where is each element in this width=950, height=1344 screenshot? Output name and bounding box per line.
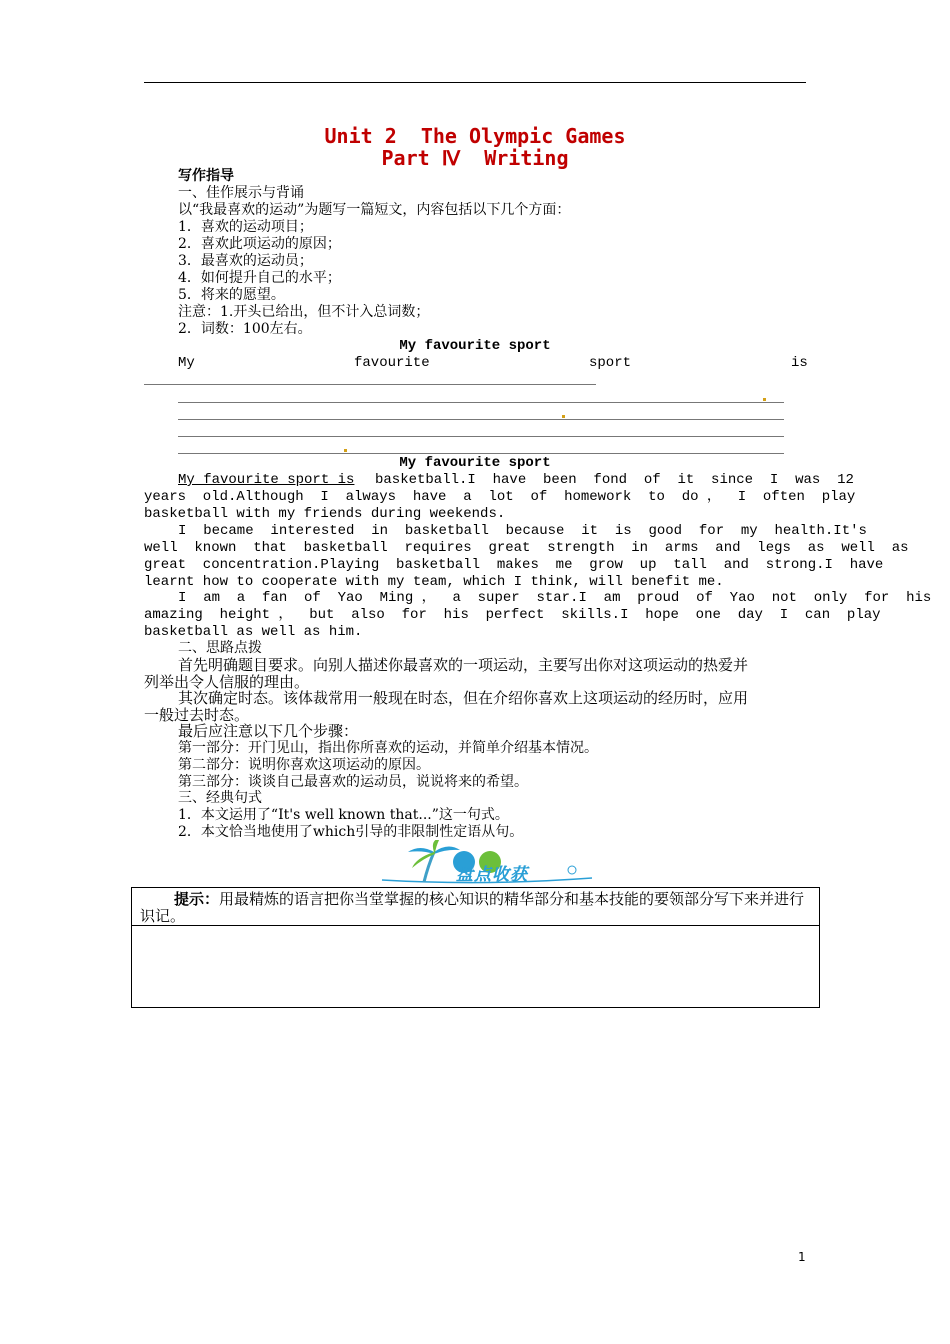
essay-p2-line3: great concentration.Playing basketball makes me grow up tall and strong.I have [144,557,884,573]
sentence-pattern-2: 2．本文恰当地使用了which引导的非限制性定语从句。 [178,824,524,840]
prompt-point-3: 3．最喜欢的运动员； [178,253,313,269]
note-2: 2．词数：100左右。 [178,321,312,337]
section-2-heading: 二、思路点拨 [178,640,262,656]
template-word-favourite: favourite [354,355,430,371]
essay-p3-line1: I am a fan of Yao Ming ， a super star.I am proud of Yao not only for his [178,590,932,606]
marker-dot [562,415,565,418]
essay-p2-line1: I became interested in basketball because it is good for my health.It's [178,523,867,539]
guide-heading: 写作指导 [178,168,234,184]
blank-line-2 [178,402,784,403]
prompt-point-4: 4．如何提升自己的水平； [178,270,341,286]
template-word-my: My [178,355,195,371]
page-number: 1 [798,1250,806,1264]
title-part: Part Ⅳ Writing [381,146,569,170]
template-title: My favourite sport [399,338,551,354]
essay-p1-line2: years old.Although I always have a lot of homework to do ， I often play [144,489,856,505]
analysis-1-line1: 首先明确题目要求。向别人描述你最喜欢的一项运动，主要写出你对这项运动的热爱并 [178,656,749,674]
prompt-point-1: 1．喜欢的运动项目； [178,219,313,235]
tip-label: 提示： [174,890,220,908]
marker-dot [763,398,766,401]
template-word-sport: sport [589,355,632,371]
essay-p1-line3: basketball with my friends during weekends. [144,506,506,522]
prompt-point-5: 5．将来的愿望。 [178,287,285,303]
prompt-point-2: 2．喜欢此项运动的原因； [178,236,341,252]
analysis-2-line1: 其次确定时态。该体裁常用一般现在时态，但在介绍你喜欢上这项运动的经历时，应用 [178,689,749,707]
blank-line-4 [178,436,784,437]
analysis-3: 最后应注意以下几个步骤： [178,722,359,740]
harvest-logo-text: 盘点收获 [456,860,528,885]
essay-p2-line2: well known that basketball requires great strength in arms and legs as well as [144,540,909,556]
section-1-heading: 一、佳作展示与背诵 [178,185,304,201]
analysis-2-line2: 一般过去时态。 [144,706,250,724]
essay-p3-line3: basketball as well as him. [144,624,363,640]
step-2: 第二部分：说明你喜欢这项运动的原因。 [178,757,430,773]
title-unit: Unit 2 The Olympic Games [324,124,626,148]
header-rule [144,82,806,83]
essay-p1-line1: basketball.I have been fond of it since I was 12 [375,472,854,488]
analysis-1-line2: 列举出令人信服的理由。 [144,673,310,691]
writing-prompt: 以“我最喜欢的运动”为题写一篇短文，内容包括以下几个方面： [178,202,571,218]
notes-box-tip-row [132,888,819,926]
marker-dot [344,449,347,452]
essay-p2-line4: learnt how to cooperate with my team, which I think, will benefit me. [144,574,724,590]
note-1: 注意：1.开头已给出，但不计入总词数； [178,304,430,320]
step-1: 第一部分：开门见山，指出你所喜欢的运动，并简单介绍基本情况。 [178,740,598,756]
blank-line-3 [178,419,784,420]
essay-p3-line2: amazing height ， but also for his perfect skills.I hope one day I can play [144,607,881,623]
tip-text: 用最精炼的语言把你当堂掌握的核心知识的精华部分和基本技能的要领部分写下来并进行识记。 [140,890,805,925]
notes-box [131,887,820,1008]
notes-writing-area[interactable] [132,926,819,1007]
template-word-is: is [791,355,808,371]
step-3: 第三部分：谈谈自己最喜欢的运动员，说说将来的希望。 [178,774,528,790]
tip-paragraph [140,891,810,925]
blank-line-5 [178,453,784,454]
sentence-pattern-1: 1．本文运用了“It's well known that...”这一句式。 [178,807,509,823]
essay-title: My favourite sport [399,455,551,471]
blank-line-1 [144,384,596,385]
essay-given-start: My favourite sport is [178,472,355,488]
section-3-heading: 三、经典句式 [178,790,262,806]
